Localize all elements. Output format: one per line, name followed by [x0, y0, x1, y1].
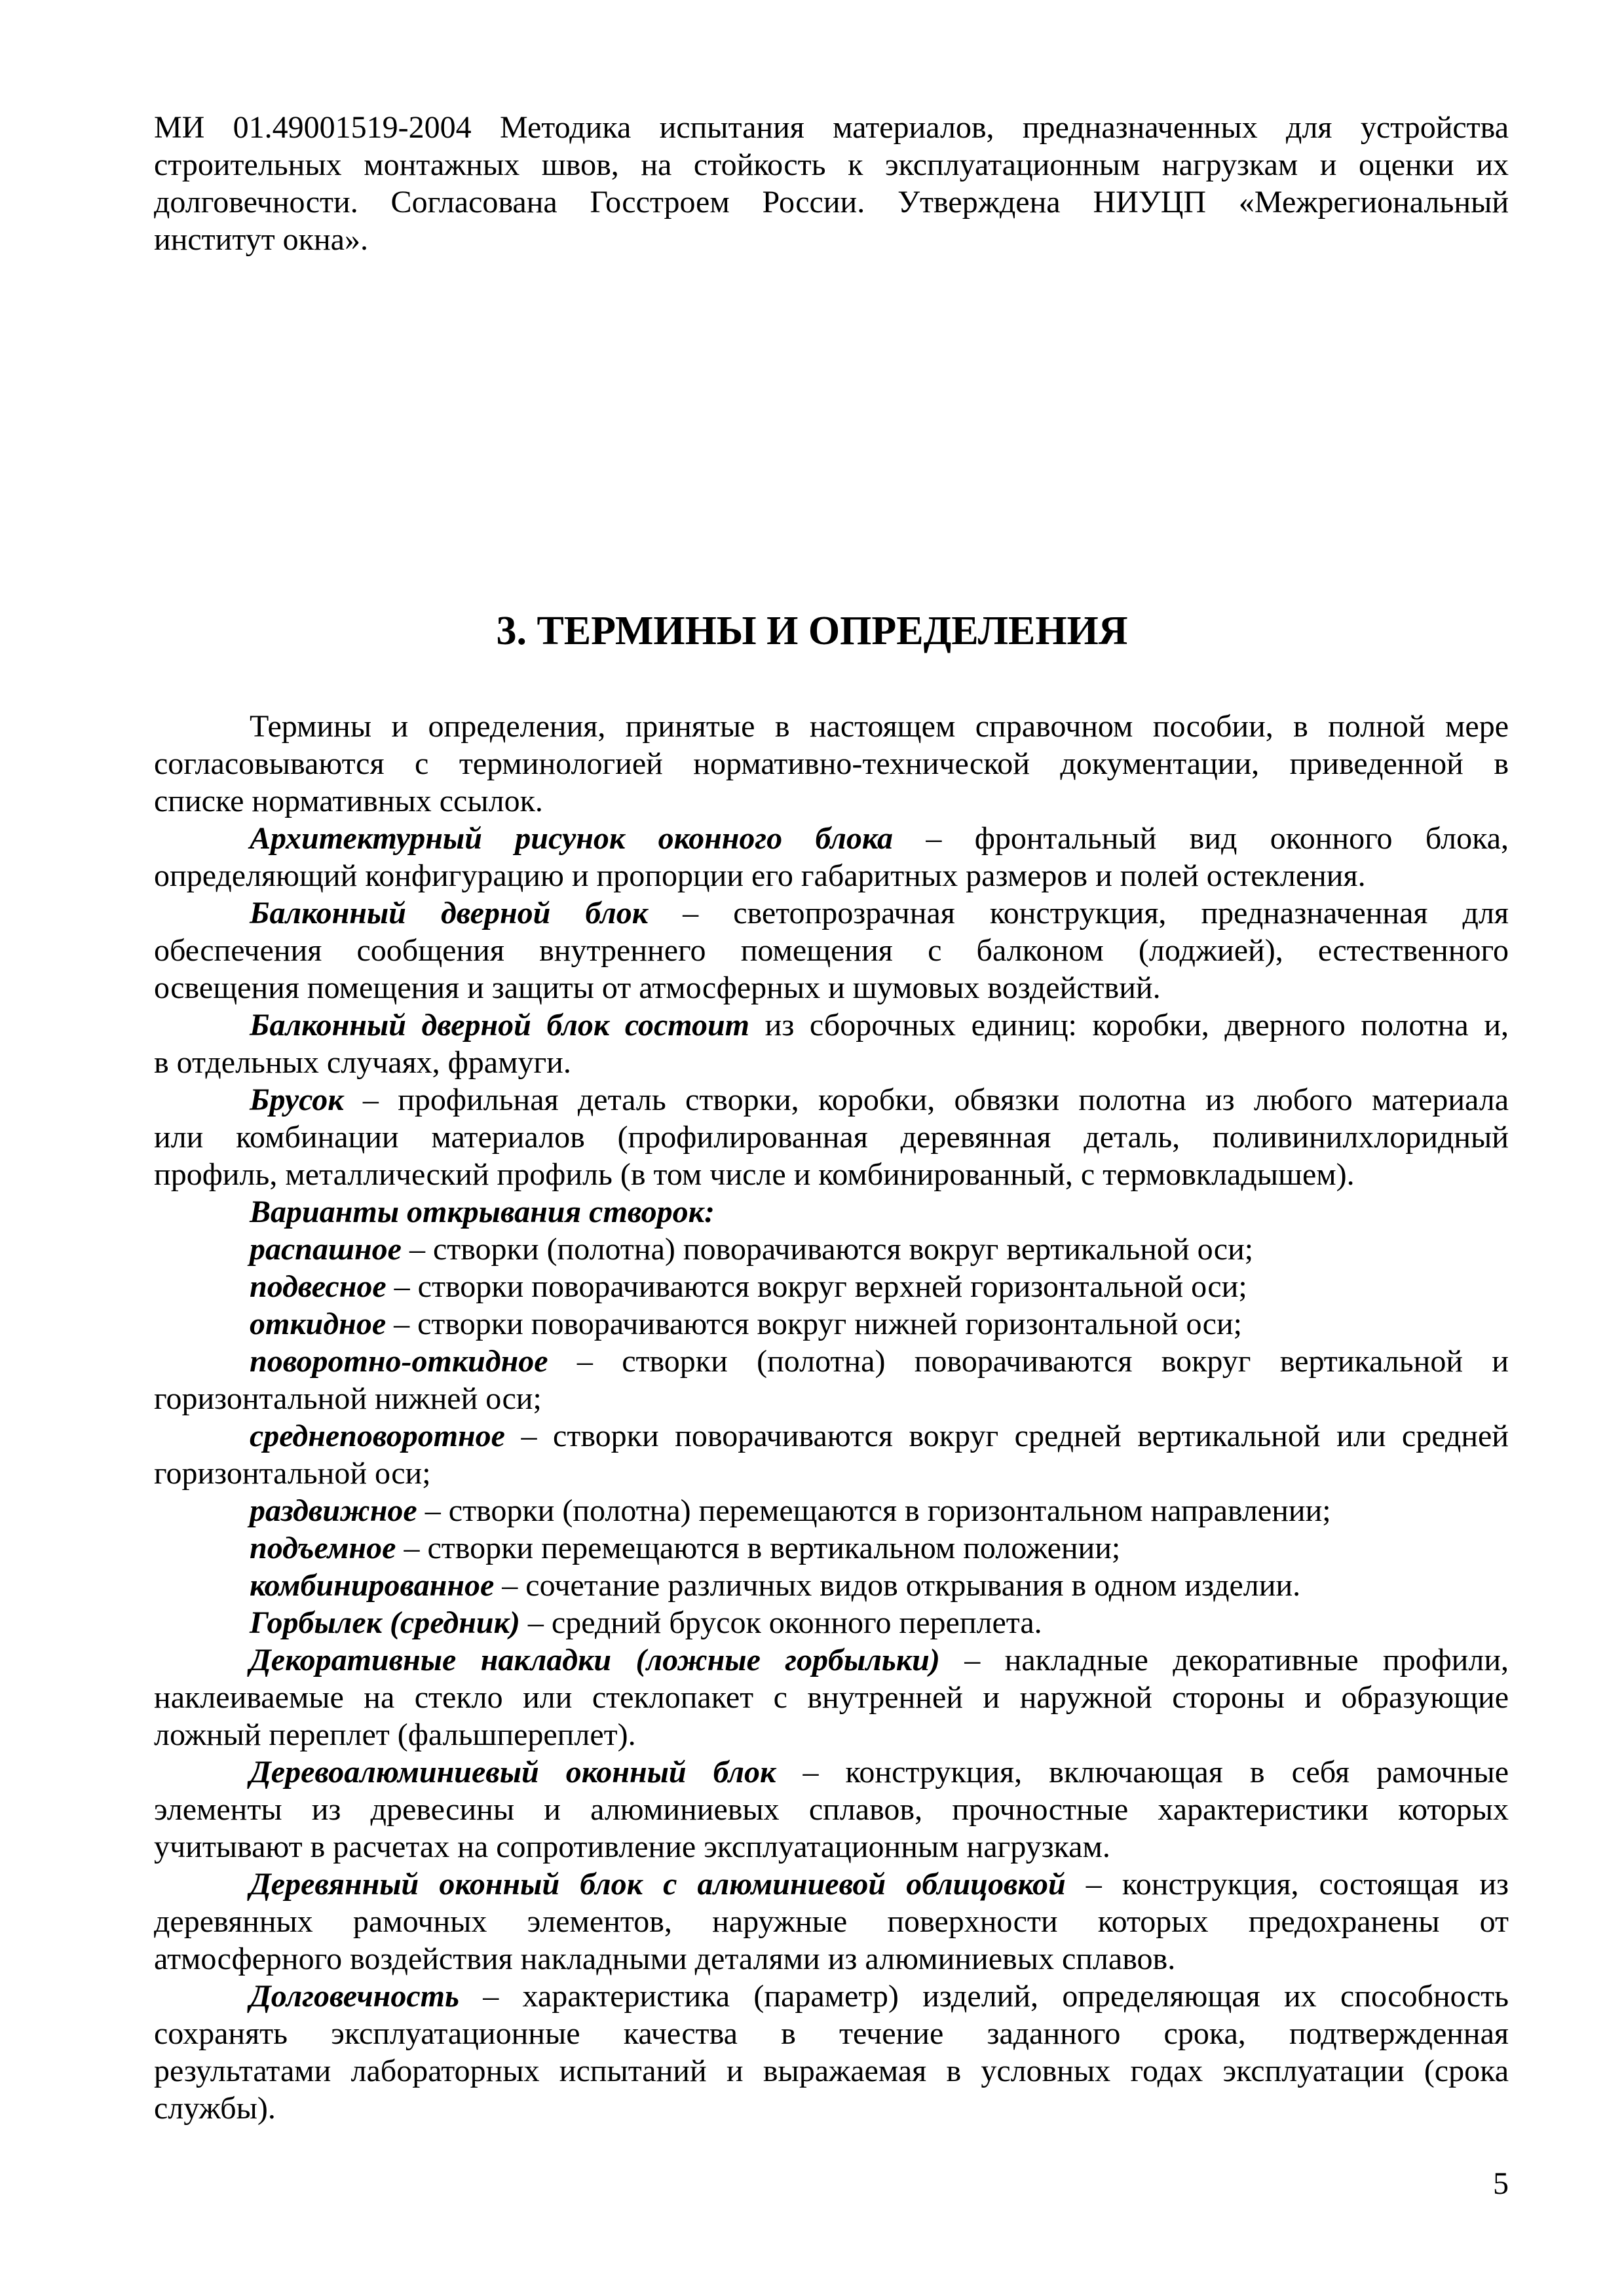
definition-text: – конструкция, состоящая из	[1065, 1867, 1509, 1902]
definition-paragraph	[154, 820, 1509, 857]
definition-text: горизонтальной нижней оси;	[154, 1381, 542, 1416]
definition-text: Термины и определения, принятые в настоящем справочном пособии, в полной мере	[250, 709, 1509, 744]
definition-paragraph	[154, 1305, 1509, 1343]
text-line	[154, 2015, 1509, 2052]
definition-text: – створки перемещаются в вертикальном положении;	[396, 1531, 1121, 1565]
text-line	[154, 969, 1509, 1006]
definition-text: профиль, металлический профиль (в том числе и комбинированный, с термовкладышем).	[154, 1157, 1355, 1192]
text-line	[154, 2090, 1509, 2127]
definition-paragraph	[154, 1081, 1509, 1119]
text-line	[154, 1044, 1509, 1081]
text-line	[154, 1380, 1509, 1417]
defined-term: откидное	[250, 1307, 387, 1341]
definition-text: – светопрозрачная конструкция, предназначенная для	[648, 896, 1509, 930]
definition-paragraph	[154, 1006, 1509, 1044]
definition-paragraph	[154, 1193, 1509, 1231]
definition-paragraph	[154, 1231, 1509, 1268]
definition-text: – створки (полотна) поворачиваются вокруг вертикальной оси;	[401, 1232, 1254, 1267]
text-line	[154, 1679, 1509, 1716]
definition-text: сохранять эксплуатационные качества в течение заданного срока, подтвержденная	[154, 2016, 1509, 2051]
text-line	[154, 782, 1509, 820]
reference-paragraph	[154, 109, 1509, 258]
definition-text: согласовываются с терминологией нормативно-технической документации, приведенной в	[154, 746, 1509, 781]
defined-term: Долговечность	[250, 1979, 459, 2014]
definition-text: наклеиваемые на стекло или стеклопакет с внутренней и наружной стороны и образующие	[154, 1680, 1509, 1715]
defined-term: подъемное	[250, 1531, 396, 1565]
text-line	[154, 857, 1509, 894]
defined-term: комбинированное	[250, 1568, 495, 1603]
defined-term: распашное	[250, 1232, 402, 1267]
text-line	[154, 1940, 1509, 1978]
definition-text: – створки (полотна) поворачиваются вокруг вертикальной и	[548, 1344, 1509, 1379]
defined-term: подвесное	[250, 1269, 387, 1304]
definition-text: – накладные декоративные профили,	[939, 1643, 1509, 1677]
definition-text: учитывают в расчетах на сопротивление эксплуатационным нагрузкам.	[154, 1829, 1110, 1864]
defined-term: Горбылек (средник)	[250, 1605, 520, 1640]
text-line	[154, 1455, 1509, 1492]
definition-text: – фронтальный вид оконного блока,	[893, 821, 1509, 856]
text-line	[154, 2052, 1509, 2090]
definition-paragraph	[154, 1343, 1509, 1380]
definition-text: – конструкция, включающая в себя рамочные	[776, 1755, 1509, 1789]
definition-text: из сборочных единиц: коробки, дверного полотна и,	[749, 1008, 1509, 1043]
definition-text: определяющий конфигурацию и пропорции его габаритных размеров и полей остекления.	[154, 858, 1366, 893]
defined-term: Деревянный оконный блок с алюминиевой облицовкой	[250, 1867, 1066, 1902]
definition-text: – профильная деталь створки, коробки, обвязки полотна из любого материала	[343, 1082, 1509, 1117]
definition-text: освещения помещения и защиты от атмосферных и шумовых воздействий.	[154, 970, 1161, 1005]
text-line	[154, 932, 1509, 969]
definition-paragraph	[154, 708, 1509, 745]
definition-paragraph	[154, 1978, 1509, 2015]
definition-text: атмосферного воздействия накладными деталями из алюминиевых сплавов.	[154, 1942, 1176, 1976]
defined-term: Варианты открывания створок:	[250, 1195, 715, 1229]
definition-paragraph	[154, 1641, 1509, 1679]
text-line	[154, 1716, 1509, 1753]
definition-text: – створки поворачиваются вокруг верхней горизонтальной оси;	[386, 1269, 1247, 1304]
definition-paragraph	[154, 1268, 1509, 1305]
text-line	[154, 1828, 1509, 1866]
text-line: долговечности. Согласована Госстроем России. Утверждена НИУЦП «Межрегиональный	[154, 185, 1509, 220]
definition-text: – средний брусок оконного переплета.	[519, 1605, 1042, 1640]
definition-text: обеспечения сообщения внутреннего помещения с балконом (лоджией), естественного	[154, 933, 1509, 968]
text-line	[154, 1903, 1509, 1940]
definition-paragraph	[154, 1417, 1509, 1455]
definition-paragraph	[154, 1529, 1509, 1567]
definition-text: элементы из древесины и алюминиевых сплавов, прочностные характеристики которых	[154, 1792, 1509, 1827]
defined-term: Балконный дверной блок состоит	[250, 1008, 749, 1043]
definition-text: результатами лабораторных испытаний и выражаемая в условных годах эксплуатации (срока	[154, 2054, 1509, 2088]
definition-text: или комбинации материалов (профилированная деревянная деталь, поливинилхлоридный	[154, 1120, 1509, 1155]
defined-term: Декоративные накладки (ложные горбыльки)	[250, 1643, 940, 1677]
definition-text: ложный переплет (фальшпереплет).	[154, 1717, 636, 1752]
definition-text: – створки поворачиваются вокруг нижней горизонтальной оси;	[386, 1307, 1242, 1341]
definition-text: в отдельных случаях, фрамуги.	[154, 1045, 571, 1080]
definition-text: – створки (полотна) перемещаются в горизонтальном направлении;	[417, 1493, 1331, 1528]
definition-text: – сочетание различных видов открывания в одном изделии.	[494, 1568, 1301, 1603]
section-body	[154, 708, 1509, 2127]
definition-text: – створки поворачиваются вокруг средней вертикальной или средней	[504, 1419, 1509, 1453]
defined-term: Брусок	[250, 1082, 344, 1117]
defined-term: среднеповоротное	[250, 1419, 505, 1453]
defined-term: Архитектурный рисунок оконного блока	[250, 821, 894, 856]
definition-text: деревянных рамочных элементов, наружные поверхности которых предохранены от	[154, 1904, 1509, 1939]
section-title: 3. ТЕРМИНЫ И ОПРЕДЕЛЕНИЯ	[496, 609, 1128, 653]
text-line: МИ 01.49001519-2004 Методика испытания материалов, предназначенных для устройства	[154, 110, 1509, 145]
definition-paragraph	[154, 1492, 1509, 1529]
defined-term: Деревоалюминиевый оконный блок	[250, 1755, 776, 1789]
definition-text: – характеристика (параметр) изделий, определяющая их способность	[459, 1979, 1509, 2014]
text-line: институт окна».	[154, 222, 368, 257]
text-line	[154, 1791, 1509, 1828]
definition-paragraph	[154, 1567, 1509, 1604]
text-line	[154, 745, 1509, 782]
definition-paragraph	[154, 1866, 1509, 1903]
text-line	[154, 1119, 1509, 1156]
defined-term: раздвижное	[250, 1493, 417, 1528]
defined-term: поворотно-откидное	[250, 1344, 548, 1379]
page-number: 5	[1493, 2166, 1509, 2201]
definition-text: службы).	[154, 2091, 276, 2126]
defined-term: Балконный дверной блок	[250, 896, 649, 930]
definition-paragraph	[154, 1753, 1509, 1791]
definition-text: горизонтальной оси;	[154, 1456, 431, 1491]
text-line	[154, 1156, 1509, 1193]
definition-paragraph	[154, 1604, 1509, 1641]
definition-text: списке нормативных ссылок.	[154, 784, 543, 818]
definition-paragraph	[154, 894, 1509, 932]
text-line: строительных монтажных швов, на стойкость к эксплуатационным нагрузкам и оценки их	[154, 147, 1509, 182]
